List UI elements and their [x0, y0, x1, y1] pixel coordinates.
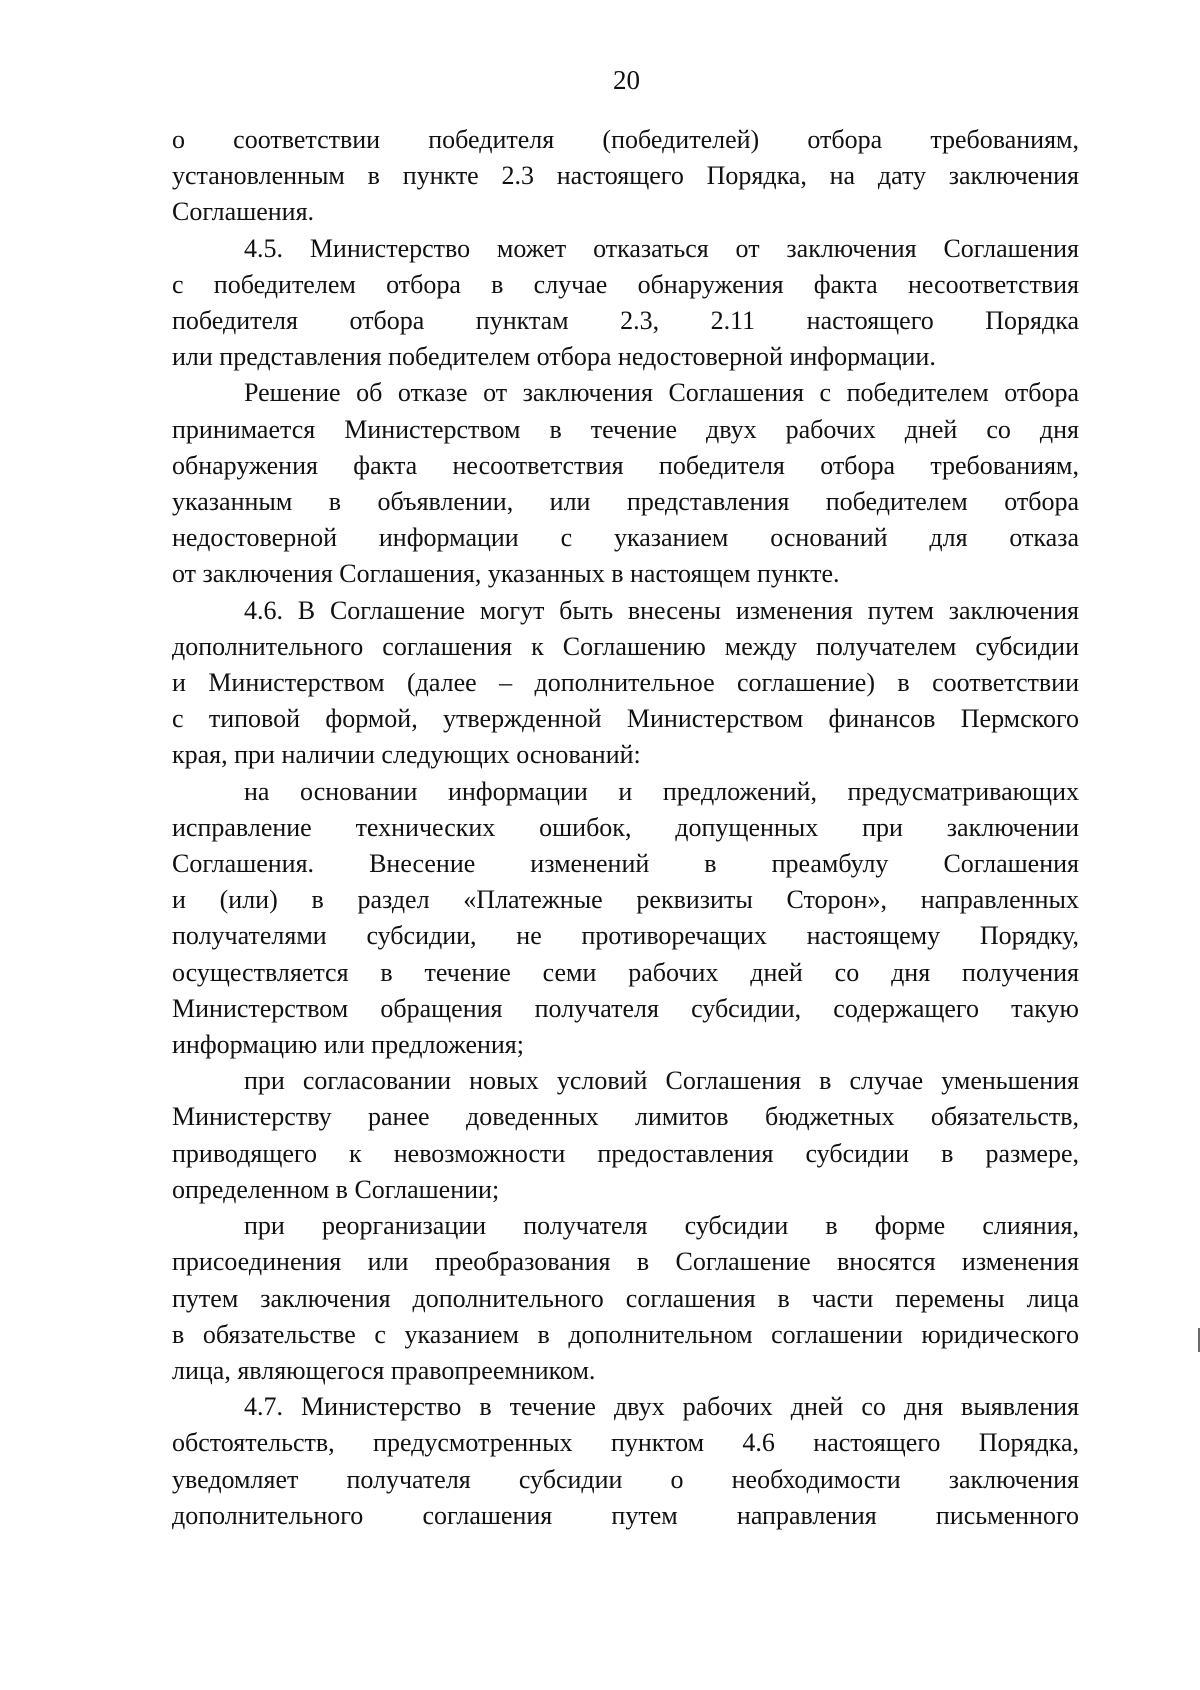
- text-line: при реорганизации получателя субсидии в форме слияния,: [244, 1211, 1079, 1241]
- text-line: края, при наличии следующих оснований:: [172, 740, 641, 770]
- text-line: 4.7. Министерство в течение двух рабочих дней со дня выявления: [244, 1392, 1079, 1422]
- text-line: принимается Министерством в течение двух рабочих дней со дня: [172, 414, 1079, 444]
- text-line: или представления победителем отбора недостоверной информации.: [172, 342, 936, 372]
- paragraph-refusal-decision: [172, 375, 1079, 592]
- text-line: определенном в Соглашении;: [172, 1174, 500, 1204]
- text-line: обнаружения факта несоответствия победителя отбора требованиям,: [172, 450, 1079, 480]
- text-line: получателями субсидии, не противоречащих настоящему Порядку,: [172, 921, 1079, 951]
- text-line: Соглашения. Внесение изменений в преамбулу Соглашения: [172, 849, 1079, 879]
- text-line: 4.5. Министерство может отказаться от заключения Соглашения: [244, 233, 1079, 263]
- text-line: Соглашения.: [172, 197, 315, 227]
- paragraph-continuation: [172, 122, 1079, 231]
- document-body: [172, 122, 1079, 1534]
- paragraph-4-5: [172, 231, 1079, 376]
- paragraph-basis-technical-errors: [172, 774, 1079, 1064]
- text-line: Министерством обращения получателя субсидии, содержащего такую: [172, 993, 1079, 1023]
- text-line: обстоятельств, предусмотренных пунктом 4.6 настоящего Порядка,: [172, 1428, 1079, 1458]
- text-line: информацию или предложения;: [172, 1030, 524, 1060]
- text-line: от заключения Соглашения, указанных в настоящем пункте.: [172, 559, 840, 589]
- text-line: на основании информации и предложений, предусматривающих: [244, 776, 1079, 806]
- text-line: указанным в объявлении, или представления победителем отбора: [172, 487, 1079, 517]
- text-line: дополнительного соглашения путем направления письменного: [172, 1500, 1079, 1530]
- text-line: Министерству ранее доведенных лимитов бюджетных обязательств,: [172, 1102, 1079, 1132]
- paragraph-4-7: [172, 1389, 1079, 1534]
- text-line: победителя отбора пунктам 2.3, 2.11 настоящего Порядка: [172, 306, 1079, 336]
- paragraph-basis-reorganization: [172, 1208, 1079, 1389]
- text-line: путем заключения дополнительного соглашения в части перемены лица: [172, 1283, 1079, 1313]
- text-line: в обязательстве с указанием в дополнительном соглашении юридического: [172, 1319, 1079, 1349]
- text-line: с типовой формой, утвержденной Министерством финансов Пермского: [172, 704, 1079, 734]
- text-line: осуществляется в течение семи рабочих дней со дня получения: [172, 957, 1079, 987]
- text-line: присоединения или преобразования в Соглашение вносятся изменения: [172, 1247, 1079, 1277]
- text-line: исправление технических ошибок, допущенных при заключении: [172, 812, 1079, 842]
- text-line: Решение об отказе от заключения Соглашения с победителем отбора: [244, 378, 1079, 408]
- text-line: и (или) в раздел «Платежные реквизиты Сторон», направленных: [172, 885, 1079, 915]
- text-line: лица, являющегося правопреемником.: [172, 1355, 596, 1385]
- text-line: дополнительного соглашения к Соглашению между получателем субсидии: [172, 631, 1079, 661]
- paragraph-4-6: [172, 593, 1079, 774]
- text-line: приводящего к невозможности предоставления субсидии в размере,: [172, 1138, 1079, 1168]
- text-line: недостоверной информации с указанием оснований для отказа: [172, 523, 1079, 553]
- page-number: 20: [613, 65, 640, 95]
- text-line: уведомляет получателя субсидии о необходимости заключения: [172, 1464, 1079, 1494]
- text-line: при согласовании новых условий Соглашения в случае уменьшения: [244, 1066, 1079, 1096]
- text-line: 4.6. В Соглашение могут быть внесены изменения путем заключения: [244, 595, 1079, 625]
- text-line: установленным в пункте 2.3 настоящего Порядка, на дату заключения: [172, 161, 1079, 191]
- paragraph-basis-new-conditions: [172, 1063, 1079, 1208]
- text-line: о соответствии победителя (победителей) отбора требованиям,: [172, 125, 1079, 154]
- text-line: и Министерством (далее – дополнительное соглашение) в соответствии: [172, 668, 1079, 698]
- text-line: с победителем отбора в случае обнаружения факта несоответствия: [172, 269, 1079, 299]
